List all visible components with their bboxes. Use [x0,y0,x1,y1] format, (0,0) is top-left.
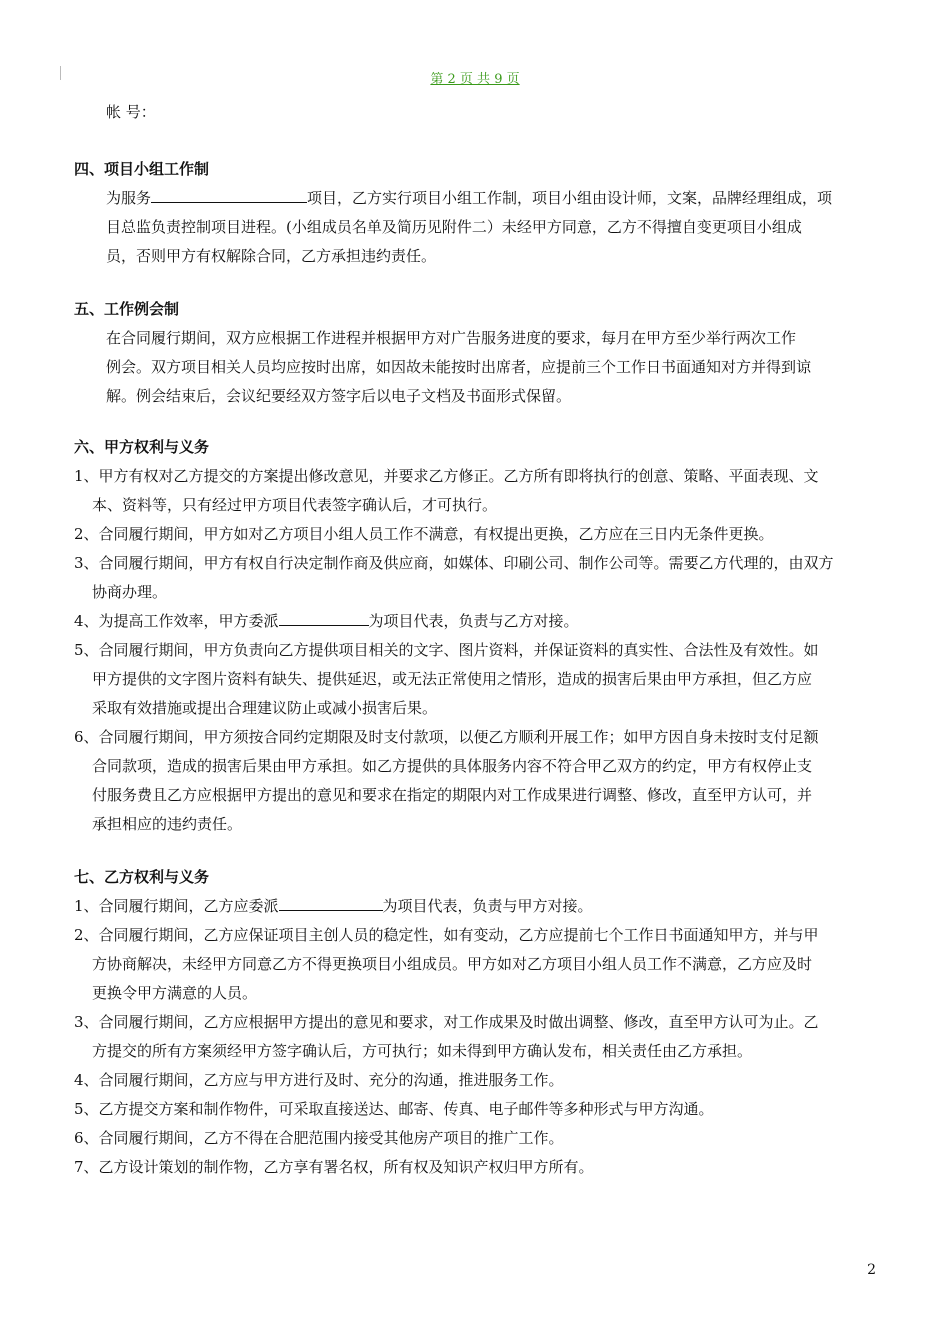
list-item-line: 7、乙方设计策划的制作物，乙方享有署名权，所有权及知识产权归甲方所有。 [74,1158,594,1176]
blank-service-name [151,185,307,203]
paragraph-line: 目总监负责控制项目进程。(小组成员名单及简历见附件二）未经甲方同意，乙方不得擅自变更项目小组成 [106,218,802,236]
list-item-line: 付服务费且乙方应根据甲方提出的意见和要求在指定的期限内对工作成果进行调整、修改，直至甲方认可，并 [92,786,813,804]
list-item-line: 1、合同履行期间，乙方应委派 为项目代表，负责与甲方对接。 [74,892,880,921]
paragraph-line: 解。例会结束后，会议纪要经双方签字后以电子文档及书面形式保留。 [106,387,572,405]
blank-party-b-representative [279,893,383,911]
list-item-line: 3、合同履行期间，甲方有权自行决定制作商及供应商，如媒体、印刷公司、制作公司等。需要乙方代理的，由双方 [74,554,834,572]
blank-party-a-representative [279,608,369,626]
list-item-line: 承担相应的违约责任。 [92,815,243,833]
document-body [74,98,880,1182]
list-item-line: 方提交的所有方案须经甲方签字确认后，方可执行；如未得到甲方确认发布，相关责任由乙方承担。 [92,1042,753,1060]
section-heading: 七、乙方权利与义务 [74,868,210,886]
list-item-line: 4、为提高工作效率，甲方委派 为项目代表，负责与乙方对接。 [74,607,880,636]
section-heading: 四、项目小组工作制 [74,160,210,178]
paragraph-line: 例会。双方项目相关人员均应按时出席，如因故未能按时出席者，应提前三个工作日书面通知对方并得到谅 [106,358,812,376]
list-item-line: 6、合同履行期间，乙方不得在合肥范围内接受其他房产项目的推广工作。 [74,1129,564,1147]
list-item-line: 本、资料等，只有经过甲方项目代表签字确认后，才可执行。 [92,496,498,514]
list-item-line: 2、合同履行期间，甲方如对乙方项目小组人员工作不满意，有权提出更换，乙方应在三日内无条件更换。 [74,525,774,543]
section-heading: 五、工作例会制 [74,300,180,318]
list-item-line: 5、合同履行期间，甲方负责向乙方提供项目相关的文字、图片资料，并保证资料的真实性、合法性及有效性。如 [74,641,819,659]
list-item-line: 合同款项，造成的损害后果由甲方承担。如乙方提供的具体服务内容不符合甲乙双方的约定，甲方有权停止支 [92,757,813,775]
paragraph-line: 为服务 项目，乙方实行项目小组工作制，项目小组由设计师，文案，品牌经理组成，项 [74,184,880,213]
list-item-line: 3、合同履行期间，乙方应根据甲方提出的意见和要求，对工作成果及时做出调整、修改，直至甲方认可为止。乙 [74,1013,819,1031]
account-label: 帐 号： [106,103,156,121]
list-item-line: 6、合同履行期间，甲方须按合同约定期限及时支付款项，以便乙方顺利开展工作；如甲方因自身未按时支付足额 [74,728,819,746]
list-item-line: 1、甲方有权对乙方提交的方案提出修改意见，并要求乙方修正。乙方所有即将执行的创意、策略、平面表现、文 [74,467,819,485]
page-indicator: 第 2 页 共 9 页 [430,72,520,87]
list-item-line: 4、合同履行期间，乙方应与甲方进行及时、充分的沟通，推进服务工作。 [74,1071,564,1089]
list-item-line: 5、乙方提交方案和制作物件，可采取直接送达、邮寄、传真、电子邮件等多种形式与甲方沟通。 [74,1100,714,1118]
list-item-line: 采取有效措施或提出合理建议防止或减小损害后果。 [92,699,438,717]
paragraph-line: 在合同履行期间，双方应根据工作进程并根据甲方对广告服务进度的要求，每月在甲方至少举行两次工作 [106,329,797,347]
list-item-line: 2、合同履行期间，乙方应保证项目主创人员的稳定性，如有变动，乙方应提前七个工作日书面通知甲方，并与甲 [74,926,819,944]
page-number: 2 [867,1262,876,1278]
paragraph-line: 员，否则甲方有权解除合同，乙方承担违约责任。 [106,247,437,265]
list-item-line: 协商办理。 [92,583,168,601]
list-item-line: 甲方提供的文字图片资料有缺失、提供延迟，或无法正常使用之情形，造成的损害后果由甲方承担，但乙方应 [92,670,813,688]
section-heading: 六、甲方权利与义务 [74,438,210,456]
list-item-line: 更换令甲方满意的人员。 [92,984,258,1002]
list-item-line: 方协商解决，未经甲方同意乙方不得更换项目小组成员。甲方如对乙方项目小组人员工作不满意，乙方应及时 [92,955,813,973]
